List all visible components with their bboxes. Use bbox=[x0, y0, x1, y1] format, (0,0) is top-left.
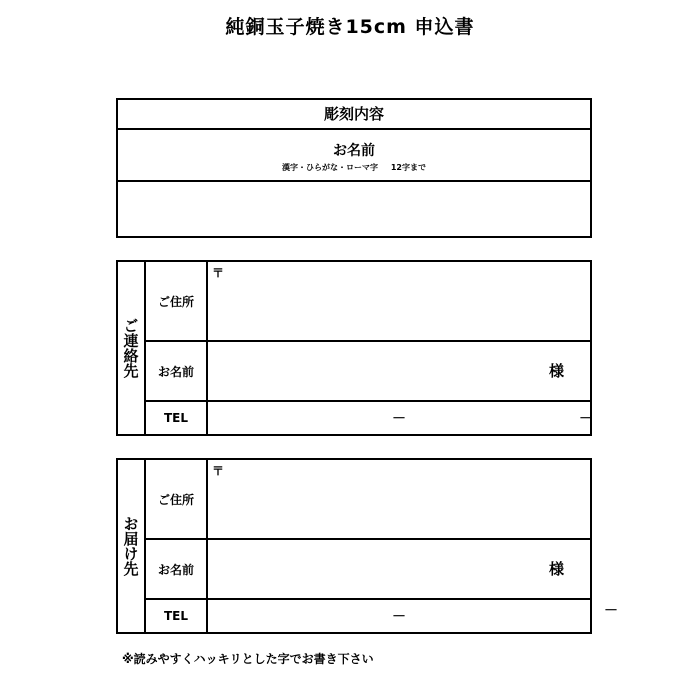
contact-section-label: ご連絡先 bbox=[121, 318, 140, 378]
engraving-header: 彫刻内容 bbox=[118, 100, 590, 130]
delivery-tel-label: TEL bbox=[146, 598, 206, 632]
engraving-section bbox=[116, 98, 592, 238]
contact-tel-separator-2: － bbox=[579, 411, 593, 427]
footer-note: ※読みやすくハッキリとした字でお書き下さい bbox=[122, 652, 374, 666]
contact-tel-label: TEL bbox=[146, 400, 206, 434]
delivery-label-column bbox=[146, 460, 208, 632]
engraving-name-header bbox=[118, 130, 590, 182]
engraving-name-note: 漢字・ひらがな・ローマ字 12字まで bbox=[282, 163, 426, 172]
contact-address-field[interactable] bbox=[208, 262, 590, 340]
delivery-tel-separator-1: － bbox=[392, 609, 406, 625]
delivery-section bbox=[116, 458, 592, 634]
engraving-name-label: お名前 bbox=[333, 143, 375, 159]
delivery-section-label-cell bbox=[118, 460, 146, 632]
contact-honorific: 様 bbox=[548, 362, 564, 380]
contact-name-field[interactable] bbox=[208, 340, 590, 400]
contact-field-column bbox=[208, 262, 593, 434]
delivery-honorific: 様 bbox=[548, 560, 564, 578]
delivery-postal-mark: 〒 bbox=[212, 464, 225, 478]
delivery-name-field[interactable] bbox=[208, 538, 590, 598]
delivery-tel-separator-2: － bbox=[604, 603, 618, 619]
form-title: 純銅玉子焼き15cm 申込書 bbox=[225, 16, 475, 38]
contact-section bbox=[116, 260, 592, 436]
contact-section-label-cell bbox=[118, 262, 146, 434]
delivery-address-field[interactable] bbox=[208, 460, 590, 538]
engraving-name-field[interactable] bbox=[118, 182, 590, 236]
delivery-section-label: お届け先 bbox=[121, 516, 140, 576]
delivery-address-label: ご住所 bbox=[157, 492, 194, 507]
delivery-name-label: お名前 bbox=[146, 538, 206, 598]
delivery-field-column bbox=[208, 460, 590, 632]
contact-postal-mark: 〒 bbox=[212, 266, 225, 280]
contact-address-label: ご住所 bbox=[157, 294, 194, 309]
delivery-tel-field[interactable] bbox=[208, 598, 590, 632]
contact-name-label: お名前 bbox=[146, 340, 206, 400]
contact-tel-field[interactable] bbox=[208, 400, 593, 434]
contact-tel-separator-1: － bbox=[392, 411, 406, 427]
contact-label-column bbox=[146, 262, 208, 434]
